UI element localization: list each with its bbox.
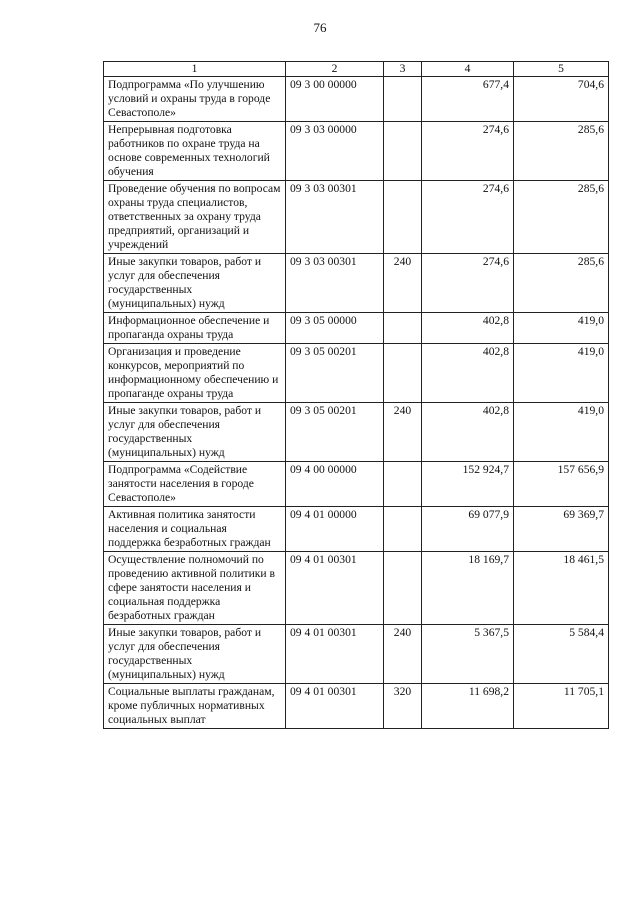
column-header: 2 — [286, 62, 384, 77]
row-expense-type-cell: 240 — [384, 403, 422, 462]
row-expense-type-cell — [384, 313, 422, 344]
row-value-1-cell: 274,6 — [422, 181, 514, 254]
row-value-2-cell: 5 584,4 — [514, 625, 609, 684]
row-expense-type-cell: 240 — [384, 254, 422, 313]
row-name-cell: Информационное обеспечение и пропаганда охраны труда — [104, 313, 286, 344]
row-value-1-cell: 402,8 — [422, 313, 514, 344]
row-expense-type-cell: 240 — [384, 625, 422, 684]
column-header: 3 — [384, 62, 422, 77]
table-row — [104, 181, 609, 254]
row-value-1-cell: 274,6 — [422, 122, 514, 181]
row-expense-type-cell — [384, 552, 422, 625]
row-value-1-cell: 18 169,7 — [422, 552, 514, 625]
row-value-2-cell: 69 369,7 — [514, 507, 609, 552]
page-number: 76 — [313, 20, 327, 35]
row-code-cell: 09 4 01 00301 — [286, 684, 384, 729]
row-value-1-cell: 5 367,5 — [422, 625, 514, 684]
row-value-2-cell: 419,0 — [514, 313, 609, 344]
row-value-2-cell: 419,0 — [514, 403, 609, 462]
table-row — [104, 684, 609, 729]
row-value-2-cell: 157 656,9 — [514, 462, 609, 507]
column-header: 1 — [104, 62, 286, 77]
table-row — [104, 552, 609, 625]
row-code-cell: 09 4 01 00301 — [286, 552, 384, 625]
row-expense-type-cell — [384, 507, 422, 552]
table-row — [104, 462, 609, 507]
row-name-cell: Осуществление полномочий по проведению активной политики в сфере занятости населения и социальная поддержка безработных граждан — [104, 552, 286, 625]
row-code-cell: 09 3 00 00000 — [286, 77, 384, 122]
row-code-cell: 09 3 03 00301 — [286, 181, 384, 254]
row-code-cell: 09 4 01 00000 — [286, 507, 384, 552]
row-code-cell: 09 3 05 00201 — [286, 403, 384, 462]
row-name-cell: Организация и проведение конкурсов, мероприятий по информационному обеспечению и пропаганде охраны труда — [104, 344, 286, 403]
row-name-cell: Проведение обучения по вопросам охраны труда специалистов, ответственных за охрану труда предприятий, организаций и учреждений — [104, 181, 286, 254]
row-code-cell: 09 4 01 00301 — [286, 625, 384, 684]
row-name-cell: Подпрограмма «По улучшению условий и охраны труда в городе Севастополе» — [104, 77, 286, 122]
row-value-1-cell: 677,4 — [422, 77, 514, 122]
table-header-row — [104, 62, 609, 77]
row-name-cell: Непрерывная подготовка работников по охране труда на основе современных технологий обучения — [104, 122, 286, 181]
table-body — [104, 77, 609, 729]
table-row — [104, 122, 609, 181]
row-value-2-cell: 285,6 — [514, 181, 609, 254]
column-header: 5 — [514, 62, 609, 77]
row-value-2-cell: 11 705,1 — [514, 684, 609, 729]
row-value-2-cell: 704,6 — [514, 77, 609, 122]
table-row — [104, 344, 609, 403]
row-value-1-cell: 69 077,9 — [422, 507, 514, 552]
row-value-2-cell: 285,6 — [514, 254, 609, 313]
row-name-cell: Иные закупки товаров, работ и услуг для обеспечения государственных (муниципальных) нужд — [104, 254, 286, 313]
column-header: 4 — [422, 62, 514, 77]
table-row — [104, 77, 609, 122]
budget-table — [103, 61, 609, 729]
table-row — [104, 625, 609, 684]
row-name-cell: Иные закупки товаров, работ и услуг для обеспечения государственных (муниципальных) нужд — [104, 403, 286, 462]
row-code-cell: 09 3 03 00301 — [286, 254, 384, 313]
table-row — [104, 403, 609, 462]
row-expense-type-cell — [384, 462, 422, 507]
row-value-2-cell: 18 461,5 — [514, 552, 609, 625]
row-value-1-cell: 152 924,7 — [422, 462, 514, 507]
table-row — [104, 507, 609, 552]
row-code-cell: 09 4 00 00000 — [286, 462, 384, 507]
row-expense-type-cell: 320 — [384, 684, 422, 729]
row-expense-type-cell — [384, 122, 422, 181]
row-expense-type-cell — [384, 77, 422, 122]
table-row — [104, 313, 609, 344]
row-expense-type-cell — [384, 344, 422, 403]
row-name-cell: Социальные выплаты гражданам, кроме публичных нормативных социальных выплат — [104, 684, 286, 729]
row-name-cell: Иные закупки товаров, работ и услуг для обеспечения государственных (муниципальных) нужд — [104, 625, 286, 684]
row-value-1-cell: 11 698,2 — [422, 684, 514, 729]
row-value-1-cell: 274,6 — [422, 254, 514, 313]
row-code-cell: 09 3 05 00201 — [286, 344, 384, 403]
table-row — [104, 254, 609, 313]
row-name-cell: Подпрограмма «Содействие занятости населения в городе Севастополе» — [104, 462, 286, 507]
row-value-2-cell: 285,6 — [514, 122, 609, 181]
row-name-cell: Активная политика занятости населения и социальная поддержка безработных граждан — [104, 507, 286, 552]
row-expense-type-cell — [384, 181, 422, 254]
row-code-cell: 09 3 05 00000 — [286, 313, 384, 344]
row-code-cell: 09 3 03 00000 — [286, 122, 384, 181]
row-value-1-cell: 402,8 — [422, 403, 514, 462]
row-value-2-cell: 419,0 — [514, 344, 609, 403]
row-value-1-cell: 402,8 — [422, 344, 514, 403]
